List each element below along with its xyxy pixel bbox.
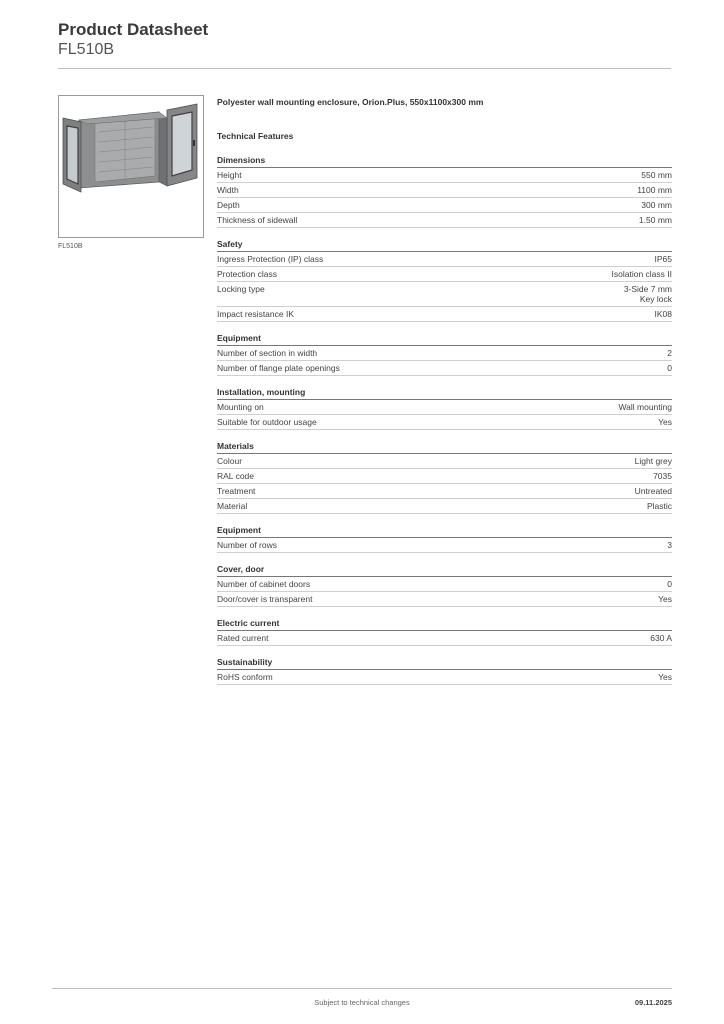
feature-label: Ingress Protection (IP) class — [217, 254, 324, 264]
datasheet-content — [217, 96, 672, 685]
feature-value: 7035 — [653, 471, 672, 481]
feature-value: 1100 mm — [637, 185, 672, 195]
feature-value: 550 mm — [641, 170, 672, 180]
feature-row — [217, 454, 672, 469]
feature-value: 3 — [667, 540, 672, 550]
section-title: Equipment — [217, 332, 672, 346]
feature-row — [217, 346, 672, 361]
product-code: FL510B — [58, 41, 115, 58]
feature-value: Untreated — [634, 486, 672, 496]
feature-value: Yes — [658, 417, 672, 427]
feature-section — [217, 154, 672, 228]
feature-row — [217, 198, 672, 213]
section-title: Safety — [217, 238, 672, 252]
feature-row — [217, 538, 672, 553]
feature-label: Treatment — [217, 486, 256, 496]
product-image — [58, 95, 204, 238]
footer-note: Subject to technical changes — [314, 998, 410, 1007]
section-title: Cover, door — [217, 563, 672, 577]
feature-label: Height — [217, 170, 242, 180]
feature-label: Width — [217, 185, 239, 195]
feature-value: 300 mm — [641, 200, 672, 210]
feature-value: Yes — [658, 672, 672, 682]
feature-value: 2 — [667, 348, 672, 358]
feature-row — [217, 183, 672, 198]
feature-label: Number of flange plate openings — [217, 363, 340, 373]
feature-value: IP65 — [654, 254, 672, 264]
feature-row — [217, 415, 672, 430]
feature-section — [217, 386, 672, 430]
image-caption: FL510B — [58, 243, 83, 250]
feature-value: 0 — [667, 363, 672, 373]
feature-label: Mounting on — [217, 402, 264, 412]
feature-value: Light grey — [634, 456, 672, 466]
section-title: Sustainability — [217, 656, 672, 670]
feature-label: RAL code — [217, 471, 255, 481]
feature-value: 3-Side 7 mm Key lock — [623, 284, 672, 304]
feature-row — [217, 592, 672, 607]
feature-label: Impact resistance IK — [217, 309, 295, 319]
feature-row — [217, 577, 672, 592]
feature-row — [217, 267, 672, 282]
enclosure-product-image — [59, 96, 203, 237]
feature-value: 0 — [667, 579, 672, 589]
feature-label: Depth — [217, 200, 240, 210]
feature-label: RoHS conform — [217, 672, 273, 682]
feature-label: Locking type — [217, 284, 265, 294]
section-title: Equipment — [217, 524, 672, 538]
feature-section — [217, 656, 672, 685]
feature-sections — [217, 154, 672, 685]
feature-section — [217, 332, 672, 376]
feature-label: Colour — [217, 456, 243, 466]
page-header — [58, 20, 208, 60]
feature-row — [217, 252, 672, 267]
feature-row — [217, 400, 672, 415]
feature-label: Door/cover is transparent — [217, 594, 313, 604]
product-title: Polyester wall mounting enclosure, Orion.Plus, 550x1100x300 mm — [217, 97, 484, 107]
section-title: Dimensions — [217, 154, 672, 168]
feature-value: Isolation class II — [611, 269, 672, 279]
page-title: Product Datasheet — [58, 20, 209, 39]
feature-label: Rated current — [217, 633, 269, 643]
feature-row — [217, 631, 672, 646]
feature-row — [217, 499, 672, 514]
feature-row — [217, 213, 672, 228]
section-title: Installation, mounting — [217, 386, 672, 400]
footer-divider — [52, 988, 672, 989]
feature-row — [217, 484, 672, 499]
feature-section — [217, 563, 672, 607]
feature-section — [217, 524, 672, 553]
feature-label: Suitable for outdoor usage — [217, 417, 317, 427]
feature-label: Protection class — [217, 269, 277, 279]
header-divider — [58, 68, 671, 69]
feature-value: IK08 — [654, 309, 672, 319]
feature-row — [217, 282, 672, 307]
feature-row — [217, 361, 672, 376]
feature-value: Wall mounting — [618, 402, 672, 412]
feature-row — [217, 469, 672, 484]
feature-section — [217, 617, 672, 646]
section-title: Materials — [217, 440, 672, 454]
feature-label: Number of rows — [217, 540, 277, 550]
feature-section — [217, 440, 672, 514]
feature-section — [217, 238, 672, 322]
feature-value: 1.50 mm — [638, 215, 672, 225]
section-title: Electric current — [217, 617, 672, 631]
feature-value: 630 A — [650, 633, 672, 643]
feature-label: Number of section in width — [217, 348, 318, 358]
feature-label: Material — [217, 501, 248, 511]
footer-date: 09.11.2025 — [634, 998, 672, 1007]
feature-label: Number of cabinet doors — [217, 579, 311, 589]
feature-label: Thickness of sidewall — [217, 215, 298, 225]
feature-row — [217, 670, 672, 685]
feature-row — [217, 307, 672, 322]
technical-features-heading: Technical Features — [217, 131, 294, 141]
feature-value: Plastic — [646, 501, 672, 511]
feature-row — [217, 168, 672, 183]
feature-value: Yes — [658, 594, 672, 604]
